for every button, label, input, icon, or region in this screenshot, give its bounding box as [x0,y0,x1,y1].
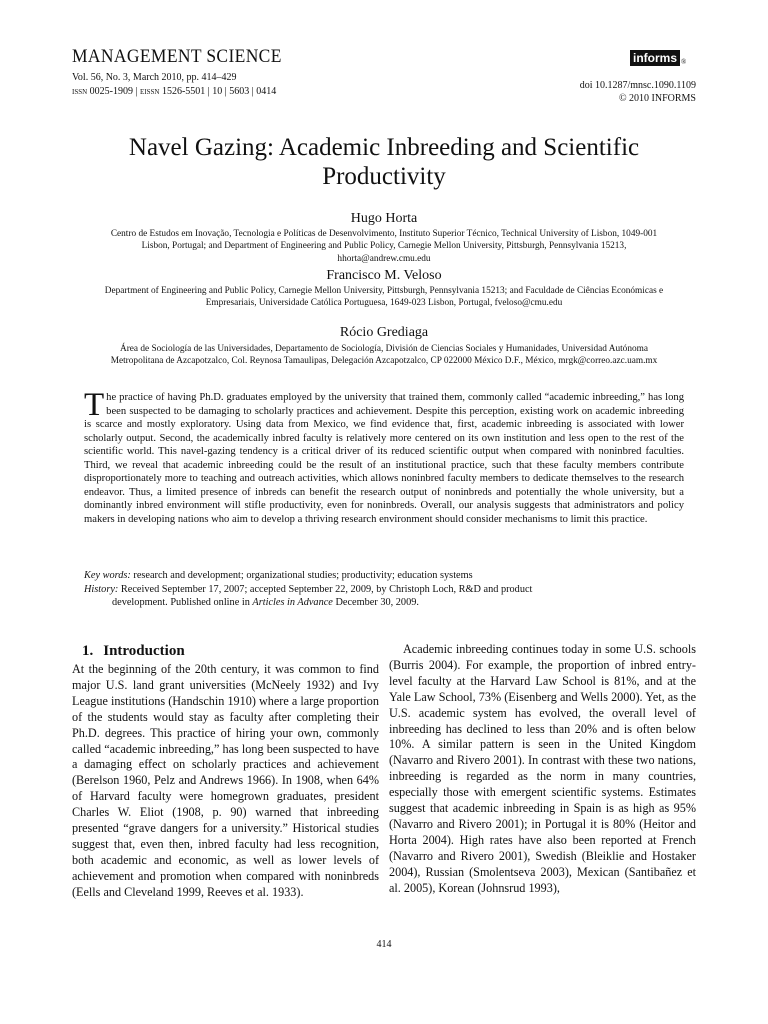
page-number: 414 [376,939,392,950]
section-number: 1. [82,643,94,659]
body-paragraph: At the beginning of the 20th century, it was common to find major U.S. land grant universities (McNeely 1932) and Ivy League institutions (Handschin 1910) where a large proportion of the students would stay as faculty after completing their Ph.D. degrees. This practice of hiring your own, commonly called “academic inbreeding,” has long been suspected to have a damaging effect on scholarly practices and achievement (Berelson 1960, Pelz and Andrews 1966). In 1908, when 64% of Harvard faculty were homegrown graduates, president Charles W. Eliot (1908, p. 90) warned that inbreeding presented “grave dangers for a university.” Historical studies suggest that, even then, inbred faculty had less recognition, both academic and economic, as well as lower levels of achievement and promotion when compared with noninbreds (Eells and Cleveland 1999, Reeves et al. 1933). [72,662,379,899]
section-title: Introduction [103,643,185,659]
history-text-cont: development. Published online in [112,597,253,608]
journal-name: MANAGEMENT SCIENCE [72,46,282,67]
author-affiliation: Centro de Estudos em Inovação, Tecnologia e Políticas de Desenvolvimento, Instituto Superior Técnico, Technical University of Lisbon, 1049-001 Lisbon, Portugal; and Department of Engineering and Public Policy, Carnegie Mellon University, Pittsburgh, Pennsylvania 15213, hhorta@andrew.cmu.edu [110,229,658,264]
doi-line[interactable]: doi 10.1287/mnsc.1090.1109 [579,80,696,91]
articles-in-advance: Articles in Advance [252,597,333,608]
paper-title: Navel Gazing: Academic Inbreeding and Scientific Productivity [128,134,640,190]
logo-registered-mark: ® [681,58,687,66]
abstract [84,387,684,526]
author-name: Francisco M. Veloso [326,268,442,283]
author-name: Rócio Grediaga [339,325,429,340]
volume-line: Vol. 56, No. 3, March 2010, pp. 414–429 [72,72,237,83]
keywords-label: Key words [84,570,128,581]
issn-line: issn 0025-1909 | eissn 1526-5501 | 10 | 5603 | 0414 [72,86,277,97]
author-affiliation: Área de Sociología de las Universidades, Departamento de Sociología, División de Ciencias Sociales y Humanidades, Universidad Autónoma Metropolitana de Azcapotzalco, Col. Reynosa Tamaulipas, Delegación Azcapotzalco, CP 022000 México D.F., México, mrgk@correo.azc.uam.mx [110,344,658,367]
history-text: Received September 17, 2007; accepted September 22, 2009, by Christoph Loch, R&D and product [120,584,533,595]
left-column [72,641,379,901]
copyright-line: © 2010 INFORMS [618,93,696,104]
history-date: December 30, 2009. [332,597,419,608]
keywords-text: research and development; organizational studies; productivity; education systems [133,570,473,581]
author-affiliation: Department of Engineering and Public Policy, Carnegie Mellon University, Pittsburgh, Pennsylvania 15213; and Faculdade de Ciências Económicas e Empresariais, Universidade Católica Portuguesa, 1649-023 Lisbon, Portugal, fveloso@cmu.edu [104,286,664,309]
abstract-text: he practice of having Ph.D. graduates employed by the university that trained them, commonly called “academic inbreeding,” has long been suspected to be damaging to scholarly practices and achievement. Despite this perception, existing work on academic inbreeding is scarce and mostly exploratory. Using data from Mexico, we find evidence that, first, academic inbreeding is associated with lower scholarly output. Second, the academically inbred faculty is relatively more centered on its own institution and less open to the rest of the scientific world. This navel-gazing tendency is a critical driver of its reduced scientific output when compared with noninbred faculties. Third, we reveal that academic inbreeding could be the result of an institutional practice, such that these faculty members contribute disproportionately more to teaching and outreach activities, which allows noninbred faculty members to dedicate themselves to the research endeavor. Thus, a limited presence of inbreds can benefit the research output of noninbreds and potentially the whole university, but a dominantly inbred environment will stifle productivity, even for noninbreds. Overall, our analysis suggests that administrators and policy makers in developing nations who aim to develop a thriving research environment should consider mechanisms to limit this practice. [84,392,684,525]
informs-logo: informs [630,50,680,66]
history: History: Received September 17, 2007; accepted September 22, 2009, by Christoph Loch, R&D and product development. Published online in Articles in Advance December 30, 2009. [84,584,533,608]
author-name: Hugo Horta [350,211,418,226]
right-column [389,641,696,897]
history-label: History [84,584,115,595]
abstract-dropcap: T [84,387,105,423]
body-paragraph: Academic inbreeding continues today in some U.S. schools (Burris 2004). For example, the proportion of inbred entry-level faculty at the Harvard Law School is 81%, and at the Yale Law School, 73% (Eisenberg and Wells 2000). Yet, as the U.S. academic system has evolved, the overall level of inbreeding has declined to less than 20% and is often below 10%. A similar pattern is seen in the United Kingdom (Navarro and Rivero 2001). In contrast with these two nations, inbreeding is regarded as the norm in many countries, especially those with emergent scientific systems. Estimates suggest that academic inbreeding in Spain is as high as 95% (Navarro and Rivero 2001); in Portugal it is 80% (Heitor and Horta 2004). High rates have also been reported at French (Navarro and Rivero 2001), Swedish (Bleiklie and Hostaker 2004), Russian (Smolentseva 2003), Mexican (Santibañez et al. 2005), Korean (Johnsrud 1993), [389,642,696,895]
section-heading [82,642,379,660]
keywords: Key words: research and development; organizational studies; productivity; education systems [84,570,473,581]
